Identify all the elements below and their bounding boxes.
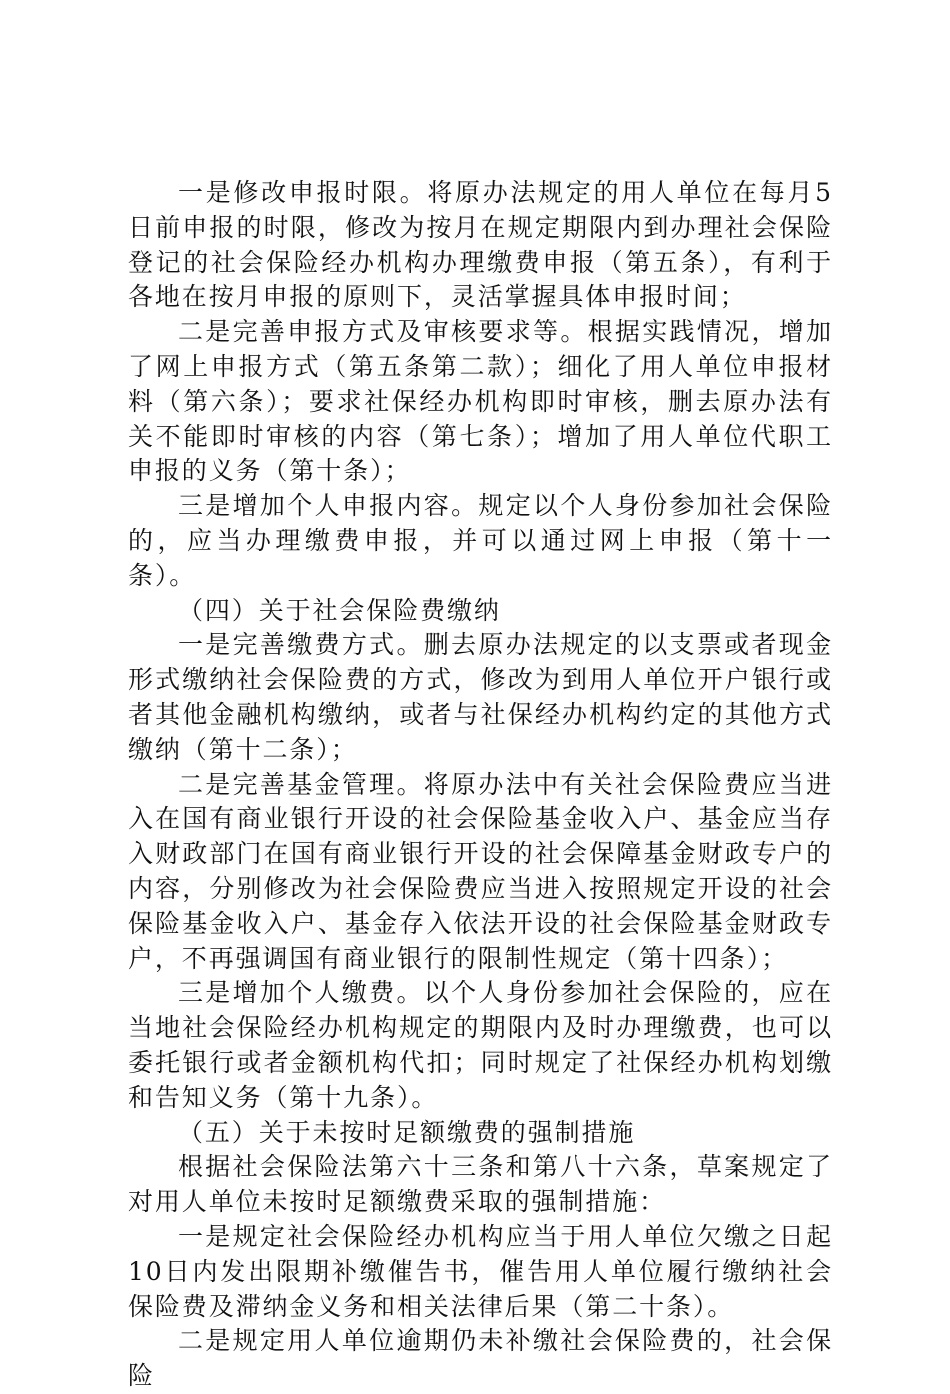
paragraph-overdue-payment: 二是规定用人单位逾期仍未补缴社会保险费的，社会保险 [128, 1326, 833, 1391]
paragraph-reminder-notice: 一是规定社会保险经办机构应当于用人单位欠缴之日起10日内发出限期补缴催告书，催告用人单位履行缴纳社会保险费及滞纳金义务和相关法律后果（第二十条）。 [128, 1221, 833, 1321]
paragraph-individual-declaration: 三是增加个人申报内容。规定以个人身份参加社会保险的，应当办理缴费申报，并可以通过网上申报（第十一条）。 [128, 491, 833, 590]
section-heading-payment: （四）关于社会保险费缴纳 [178, 595, 501, 625]
paragraph-individual-payment: 三是增加个人缴费。以个人身份参加社会保险的，应在当地社会保险经办机构规定的期限内及时办理缴费，也可以委托银行或者金额机构代扣；同时规定了社保经办机构划缴和告知义务（第十九条）。 [128, 978, 833, 1112]
paragraph-declaration-method: 二是完善申报方式及审核要求等。根据实践情况，增加了网上申报方式（第五条第二款）；细化了用人单位申报材料（第六条）；要求社保经办机构即时审核，删去原办法有关不能即时审核的内容（第七条）；增加了用人单位代职工申报的义务（第十条）； [128, 317, 833, 486]
paragraph-declaration-deadline: 一是修改申报时限。将原办法规定的用人单位在每月5日前申报的时限，修改为按月在规定期限内到办理社会保险登记的社会保险经办机构办理缴费申报（第五条），有利于各地在按月申报的原则下，灵活掌握具体申报时间； [128, 178, 833, 312]
paragraph-fund-management: 二是完善基金管理。将原办法中有关社会保险费应当进入在国有商业银行开设的社会保险基金收入户、基金应当存入财政部门在国有商业银行开设的社会保障基金财政专户的内容，分别修改为社会保险费应当进入按照规定开设的社会保险基金收入户、基金存入依法开设的社会保险基金财政专户，不再强调国有商业银行的限制性规定（第十四条）； [128, 769, 833, 973]
paragraph-payment-method: 一是完善缴费方式。删去原办法规定的以支票或者现金形式缴纳社会保险费的方式，修改为到用人单位开户银行或者其他金融机构缴纳，或者与社保经办机构约定的其他方式缴纳（第十二条）； [128, 630, 833, 764]
paragraph-enforcement-basis: 根据社会保险法第六十三条和第八十六条，草案规定了对用人单位未按时足额缴费采取的强制措施： [128, 1152, 833, 1217]
document-body [128, 176, 833, 1394]
section-heading-enforcement: （五）关于未按时足额缴费的强制措施 [178, 1117, 636, 1147]
